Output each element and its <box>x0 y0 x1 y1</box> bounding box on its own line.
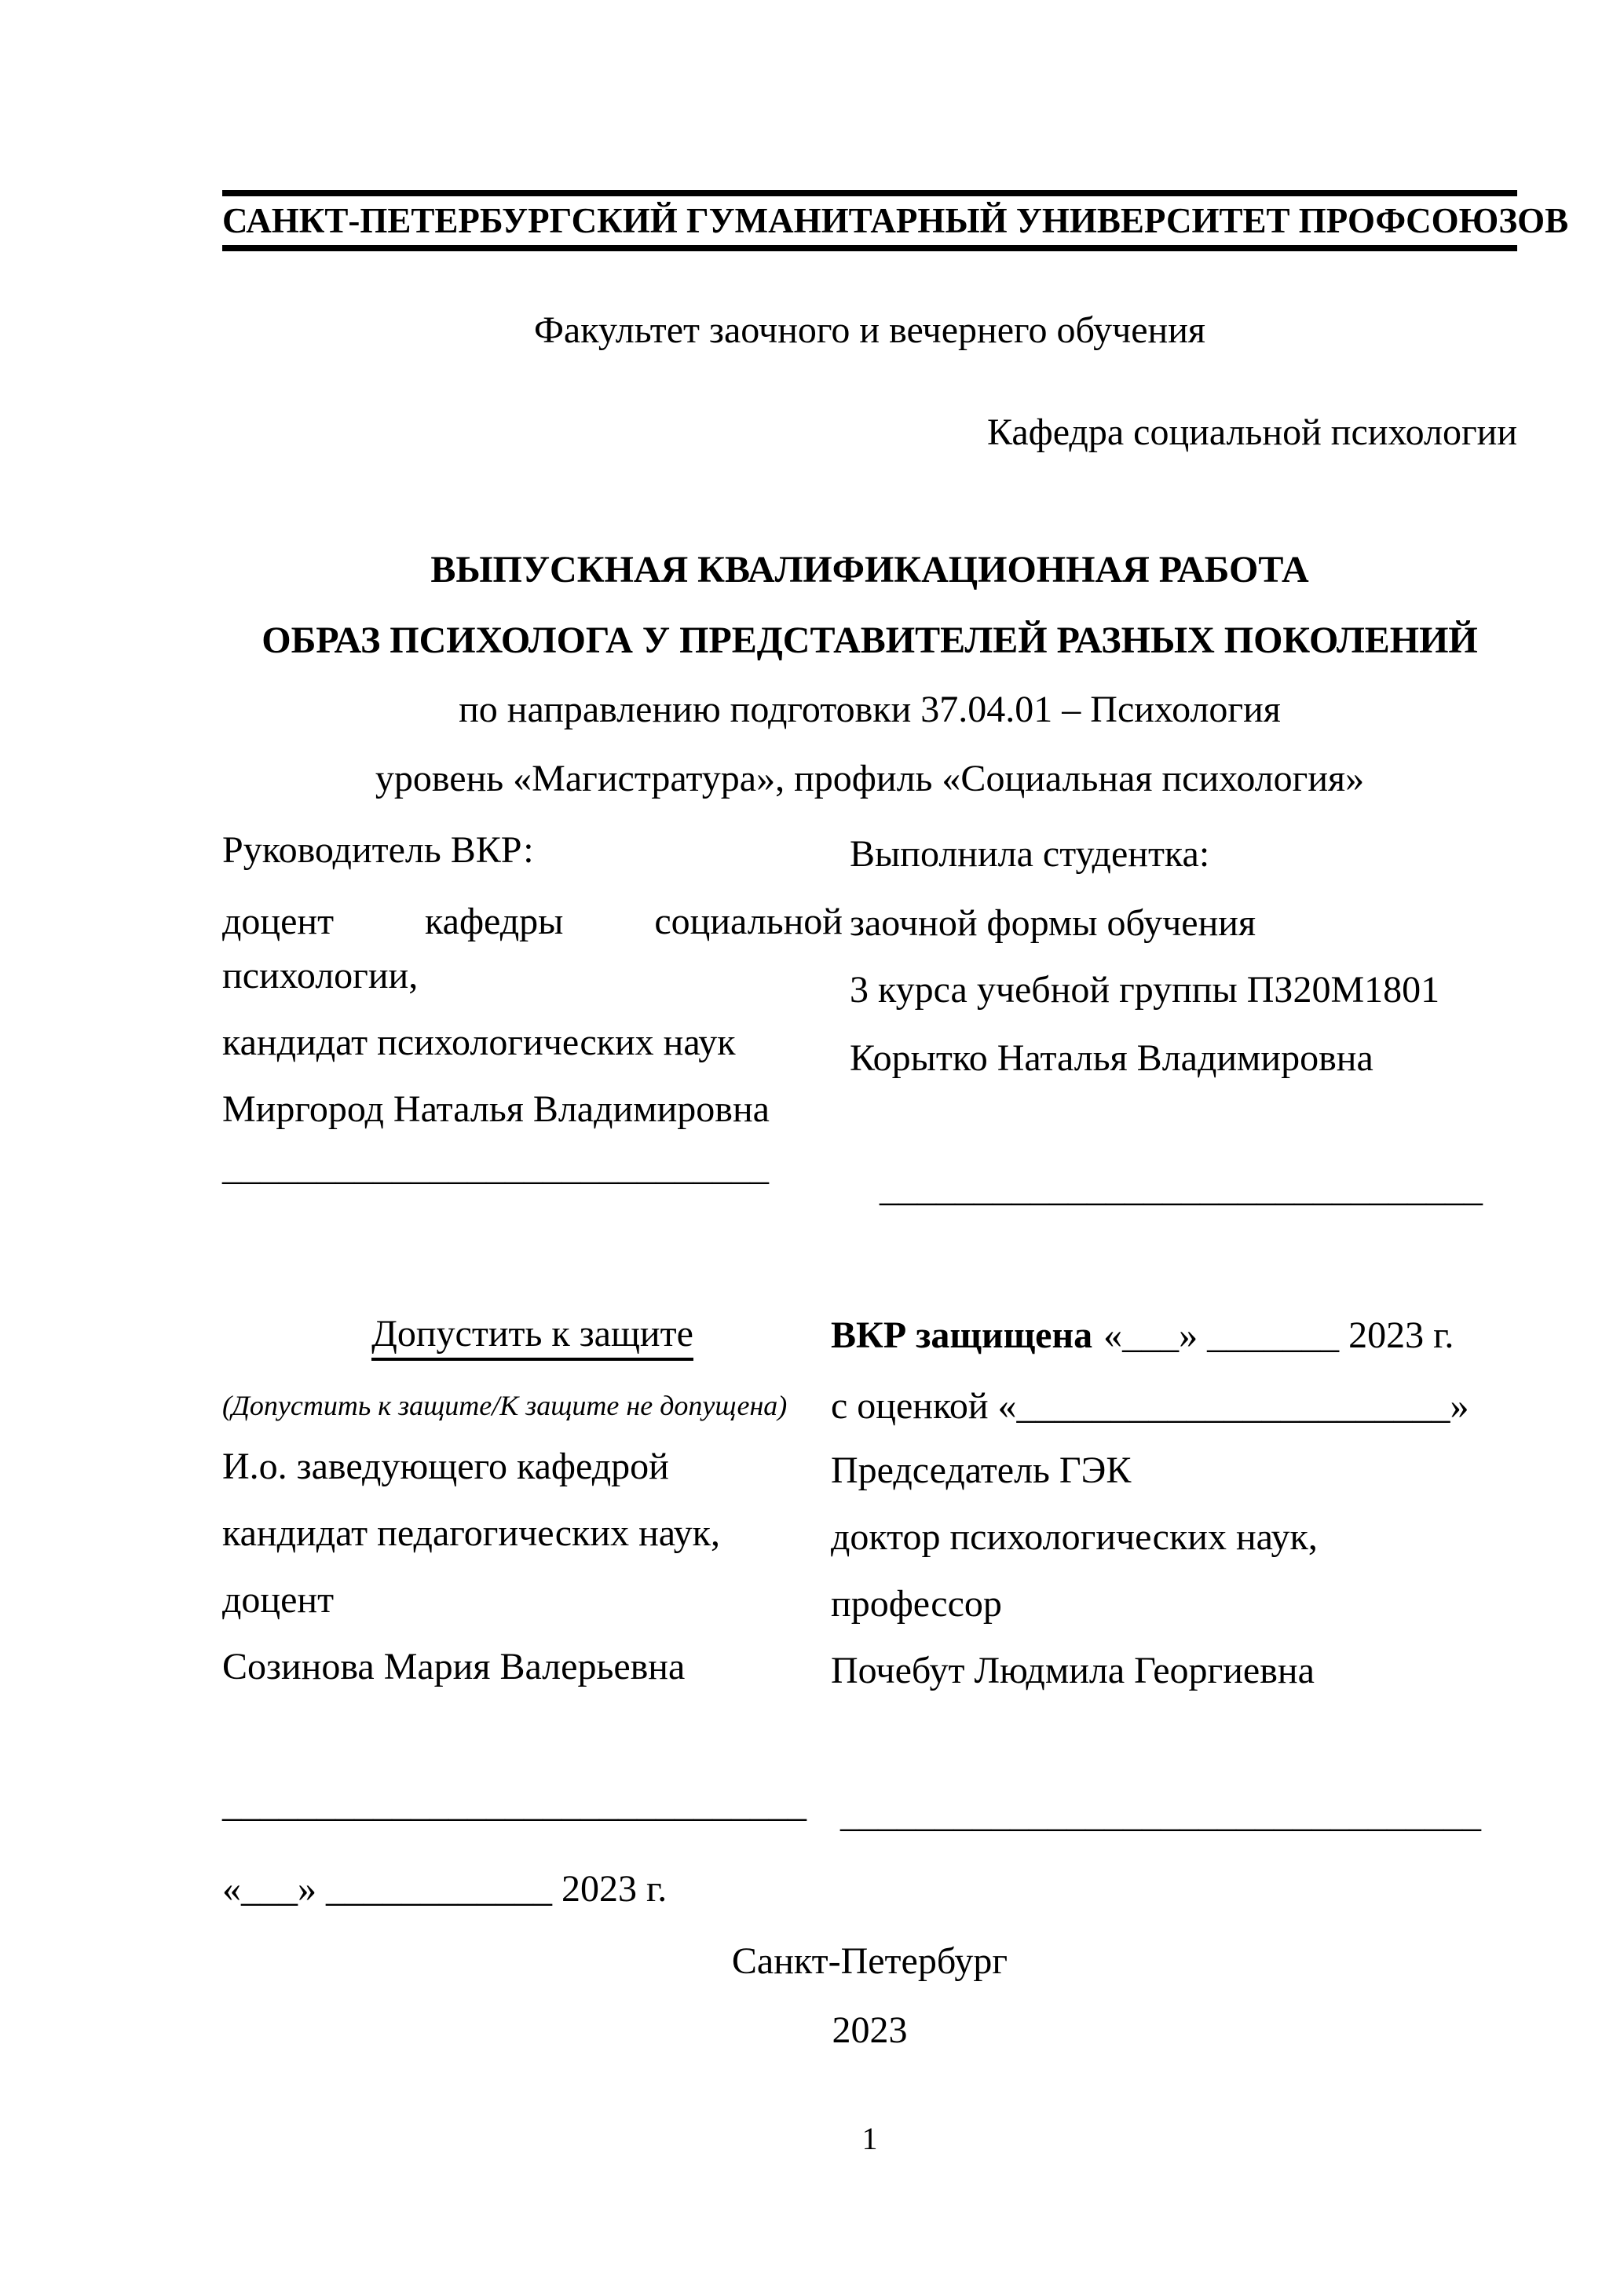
admission-signature-line: _______________________________ <box>222 1783 807 1825</box>
supervisor-position-tail: психологии, <box>222 955 419 996</box>
department-line: Кафедра социальной психологии <box>986 411 1517 453</box>
defense-status-label: ВКР защищена <box>831 1314 1093 1356</box>
student-study-form: заочной формы обучения <box>850 902 1256 944</box>
thesis-title: ОБРАЗ ПСИХОЛОГА У ПРЕДСТАВИТЕЛЕЙ РАЗНЫХ ПОКОЛЕНИЙ <box>262 620 1478 661</box>
supervisor-degree: кандидат психологических наук <box>222 1022 736 1063</box>
student-group: 3 курса учебной группы ПЗ20М1801 <box>850 969 1440 1011</box>
level-line: уровень «Магистратура», профиль «Социальная психология» <box>375 758 1365 799</box>
supervisor-signature-line: _____________________________ <box>222 1146 769 1188</box>
defense-status-blank: «___» _______ 2023 г. <box>1103 1314 1454 1356</box>
faculty-line: Факультет заочного и вечернего обучения <box>534 309 1205 351</box>
admission-heading: Допустить к защите <box>371 1313 693 1361</box>
admission-name: Созинова Мария Валерьевна <box>222 1646 686 1687</box>
defense-rank: профессор <box>831 1583 1002 1625</box>
university-header: САНКТ-ПЕТЕРБУРГСКИЙ ГУМАНИТАРНЫЙ УНИВЕРСИТЕТ ПРОФСОЮЗОВ <box>222 190 1517 251</box>
defense-status-line <box>831 1301 1517 1369</box>
footer-year: 2023 <box>832 2009 908 2051</box>
admission-rank: доцент <box>222 1579 335 1621</box>
supervisor-position-word-1: доцент <box>222 901 335 942</box>
admission-note: (Допустить к защите/К защите не допущена) <box>222 1390 788 1421</box>
supervisor-label: Руководитель ВКР: <box>222 829 534 871</box>
admission-date-line: «___» ____________ 2023 г. <box>222 1868 668 1910</box>
admission-acting-head: И.о. заведующего кафедрой <box>222 1446 669 1487</box>
student-name: Корытко Наталья Владимировна <box>850 1037 1373 1079</box>
page-number: 1 <box>861 2121 878 2156</box>
work-type-title: ВЫПУСКНАЯ КВАЛИФИКАЦИОННАЯ РАБОТА <box>430 549 1309 590</box>
defense-chairman: Председатель ГЭК <box>831 1450 1132 1491</box>
defense-name: Почебут Людмила Георгиевна <box>831 1650 1315 1691</box>
supervisor-name: Миргород Наталья Владимировна <box>222 1088 770 1130</box>
defense-degree: доктор психологических наук, <box>831 1516 1318 1558</box>
student-label: Выполнила студентка: <box>850 833 1210 875</box>
defense-grade-line: с оценкой «_______________________» <box>831 1385 1469 1427</box>
admission-degree: кандидат педагогических наук, <box>222 1512 720 1554</box>
supervisor-position-word-2: кафедры <box>425 901 564 942</box>
student-signature-line: ________________________________ <box>880 1168 1483 1209</box>
admission-heading-row <box>222 1300 843 1368</box>
supervisor-position-word-3: социальной <box>654 901 843 942</box>
footer-city: Санкт-Петербург <box>731 1940 1008 1982</box>
direction-line: по направлению подготовки 37.04.01 – Психология <box>459 689 1281 730</box>
defense-signature-line: __________________________________ <box>840 1793 1481 1835</box>
